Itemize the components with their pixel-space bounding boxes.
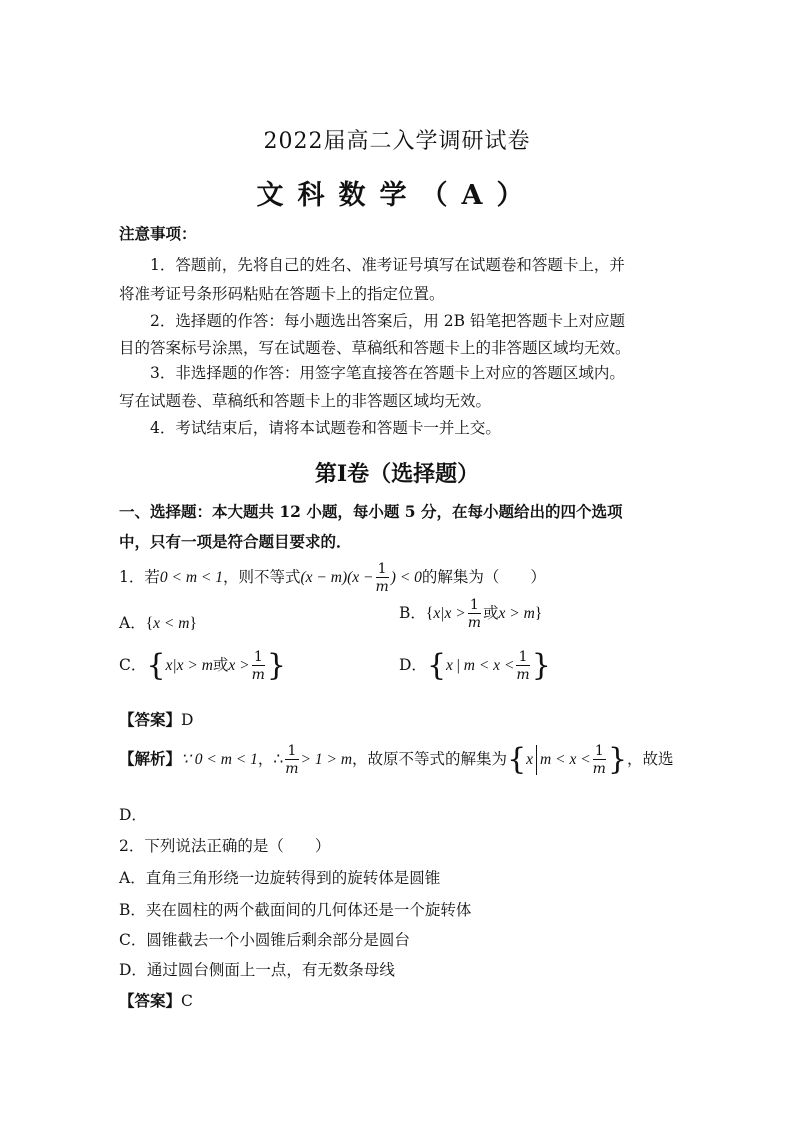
notice-line-1: 1．答题前，先将自己的姓名、准考证号填写在试题卷和答题卡上，并 <box>150 256 625 274</box>
q1-option-b: B．{x|x > $\frac{1}{m}$ 或x > m} <box>399 597 543 631</box>
analysis-set-fraction <box>593 744 606 776</box>
fraction-numerator: 1 <box>593 744 606 760</box>
notice-line-7: 4．考试结束后，请将本试题卷和答题卡一并上交。 <box>150 419 501 437</box>
fraction-denominator: m <box>251 667 265 683</box>
question-1-stem <box>119 562 546 594</box>
option-label: D． <box>399 656 427 674</box>
answer-label: 【答案】 <box>119 710 182 729</box>
q1-option-d: D．{x | m < x < $\frac{1}{m}$ } <box>399 648 551 683</box>
option-label: B． <box>399 604 426 622</box>
analysis-comma: ， <box>257 750 274 768</box>
fraction-denominator: m <box>592 761 606 777</box>
q1-prefix: 1．若 <box>119 568 160 586</box>
notice-line-2: 将准考证号条形码粘贴在答题卡上的指定位置。 <box>119 285 445 303</box>
option-connector: 或 <box>482 604 499 622</box>
answer-value: C <box>181 992 193 1010</box>
option-body-left: x <box>446 657 453 674</box>
q1-condition: 0 < m < 1 <box>159 569 223 586</box>
analysis-label: 【解析】 <box>119 749 182 768</box>
answer-label: 【答案】 <box>119 991 182 1010</box>
q2-option-c: C．圆锥截去一个小圆锥后剩余部分是圆台 <box>119 931 410 949</box>
q2-answer <box>119 989 193 1011</box>
q1-answer <box>119 708 193 730</box>
option-label: C． <box>119 656 147 674</box>
q1-suffix: 的解集为（ ） <box>421 568 546 586</box>
analysis-set-left: x <box>526 751 534 768</box>
option-fraction <box>252 650 265 682</box>
option-body: x < m <box>153 615 190 632</box>
q2-option-a: A．直角三角形绕一边旋转得到的旋转体是圆锥 <box>119 869 441 887</box>
notice-line-6: 写在试题卷、草稿纸和答题卡上的非答题区域均无效。 <box>119 392 492 410</box>
q1-analysis-tail: D． <box>119 806 147 824</box>
q1-option-c: C．{x|x > m或x > $\frac{1}{m}$ } <box>119 648 287 683</box>
option-body-left: x|x > m <box>165 657 213 674</box>
fraction-denominator: m <box>516 667 530 683</box>
option-body-left: x|x > <box>433 605 466 622</box>
fraction-numerator: 1 <box>252 650 265 666</box>
question-2-stem: 2．下列说法正确的是（ ） <box>119 837 331 855</box>
q1-option-a: A．{x < m} <box>119 614 197 632</box>
analysis-because: ∵ 0 < m < 1 <box>181 751 258 768</box>
option-body-right: x > <box>228 657 250 674</box>
analysis-relation: > 1 > m <box>300 751 353 768</box>
exam-subtitle: 文科数学（A） <box>256 180 538 211</box>
option-fraction <box>516 650 529 682</box>
fraction-numerator: 1 <box>516 650 529 666</box>
option-body-right: x > m <box>498 605 535 622</box>
exam-title: 2022届高二入学调研试卷 <box>263 129 531 154</box>
section-intro-line-1: 一、选择题：本大题共 12 小题，每小题 5 分，在每小题给出的四个选项 <box>119 502 623 521</box>
analysis-set-right: m < x < <box>540 751 591 768</box>
q1-inequality-left: (x − m)(x − <box>300 569 374 586</box>
option-fraction <box>468 598 481 630</box>
q2-option-b: B．夹在圆柱的两个截面间的几何体还是一个旋转体 <box>119 901 472 919</box>
q1-inequality-right: ) < 0 <box>390 569 422 586</box>
option-body-right: m < x < <box>463 657 515 674</box>
notice-line-4: 目的答案标号涂黑，写在试题卷、草稿纸和答题卡上的非答题区域均无效。 <box>119 339 631 357</box>
q1-mid: ，则不等式 <box>223 568 301 586</box>
fraction-denominator: m <box>375 579 389 595</box>
fraction-numerator: 1 <box>285 744 298 760</box>
fraction-numerator: 1 <box>376 562 389 578</box>
q1-analysis: 【解析】∵ 0 < m < 1，∴ $\frac{1}{m}$ > 1 > m，故原不等式的解集为{x m < x < $\frac{1}{m}$ }，故选 <box>119 742 674 777</box>
notice-line-5: 3．非选择题的作答：用签字笔直接答在答题卡上对应的答题区域内。 <box>150 364 625 382</box>
fraction-denominator: m <box>467 615 481 631</box>
q1-fraction <box>376 562 389 594</box>
analysis-end: ，故选 <box>627 750 674 768</box>
fraction-denominator: m <box>285 761 299 777</box>
notice-heading: 注意事项： <box>119 224 197 243</box>
fraction-numerator: 1 <box>468 598 481 614</box>
option-label: A． <box>119 614 146 632</box>
section-title: 第Ⅰ卷（选择题） <box>314 461 480 487</box>
q2-option-d: D．通过圆台侧面上一点，有无数条母线 <box>119 961 395 979</box>
notice-line-3: 2．选择题的作答：每小题选出答案后，用 2B 铅笔把答题卡上对应题 <box>150 312 625 330</box>
answer-value: D <box>181 711 194 729</box>
analysis-fraction <box>285 744 298 776</box>
section-intro-line-2: 中，只有一项是符合题目要求的． <box>119 532 352 551</box>
analysis-therefore: ∴ <box>273 751 284 768</box>
analysis-text: ，故原不等式的解集为 <box>352 750 508 768</box>
option-connector: 或 <box>212 656 229 674</box>
